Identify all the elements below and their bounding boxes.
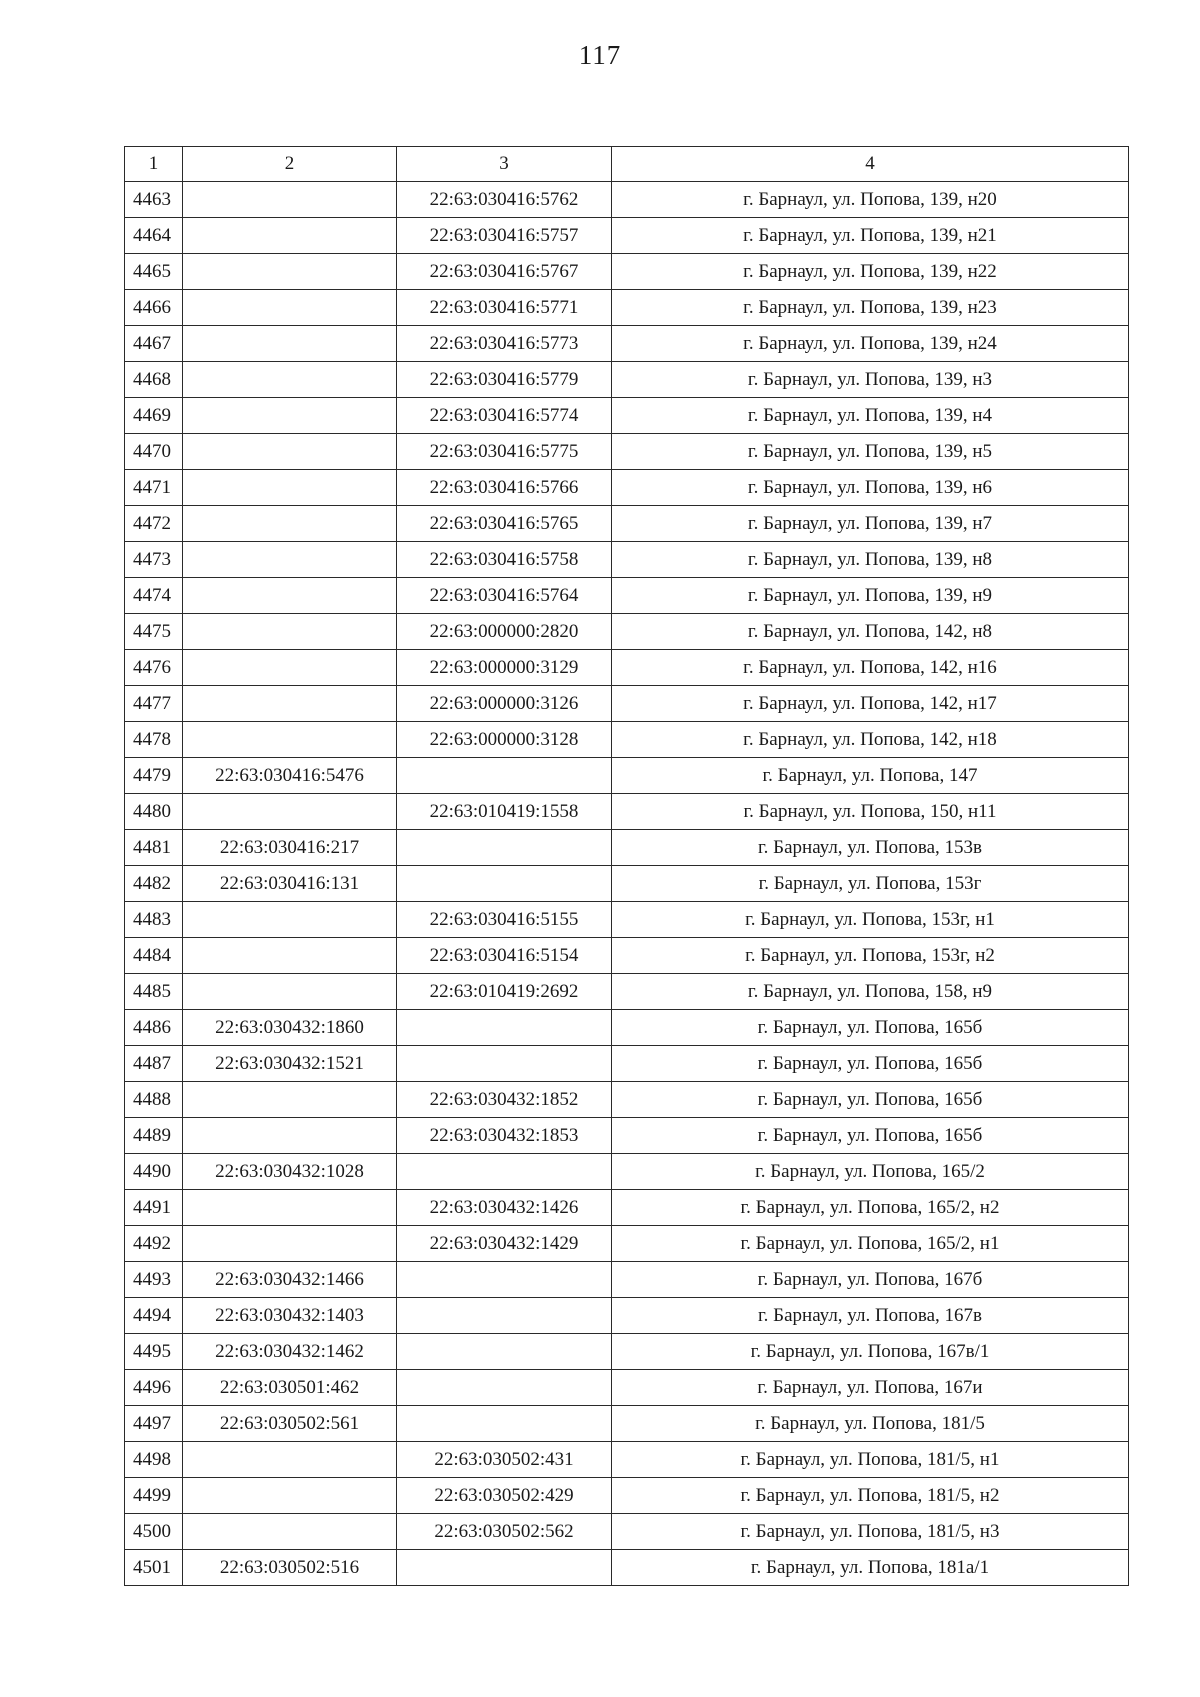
table-row <box>125 362 1129 398</box>
address-cell: г. Барнаул, ул. Попова, 165б <box>612 1010 1129 1046</box>
room-cadastral-number-cell <box>397 1298 612 1334</box>
row-number-cell: 4501 <box>125 1550 183 1586</box>
address-cell: г. Барнаул, ул. Попова, 142, н18 <box>612 722 1129 758</box>
cadastral-number-cell <box>183 362 397 398</box>
table-row <box>125 182 1129 218</box>
row-number-cell: 4491 <box>125 1190 183 1226</box>
room-cadastral-number-cell: 22:63:000000:3126 <box>397 686 612 722</box>
table-row <box>125 1010 1129 1046</box>
address-cell: г. Барнаул, ул. Попова, 142, н17 <box>612 686 1129 722</box>
room-cadastral-number-cell: 22:63:030432:1853 <box>397 1118 612 1154</box>
room-cadastral-number-cell: 22:63:010419:2692 <box>397 974 612 1010</box>
room-cadastral-number-cell: 22:63:030416:5779 <box>397 362 612 398</box>
table-row <box>125 254 1129 290</box>
cadastral-number-cell: 22:63:030502:516 <box>183 1550 397 1586</box>
cadastral-number-cell <box>183 650 397 686</box>
table-row <box>125 686 1129 722</box>
row-number-cell: 4469 <box>125 398 183 434</box>
table-row <box>125 1478 1129 1514</box>
row-number-cell: 4464 <box>125 218 183 254</box>
cadastral-number-cell: 22:63:030432:1403 <box>183 1298 397 1334</box>
cadastral-number-cell <box>183 1478 397 1514</box>
room-cadastral-number-cell <box>397 1262 612 1298</box>
table-row <box>125 1334 1129 1370</box>
room-cadastral-number-cell <box>397 1370 612 1406</box>
row-number-cell: 4490 <box>125 1154 183 1190</box>
address-cell: г. Барнаул, ул. Попова, 142, н8 <box>612 614 1129 650</box>
address-cell: г. Барнаул, ул. Попова, 181/5 <box>612 1406 1129 1442</box>
address-cell: г. Барнаул, ул. Попова, 165б <box>612 1046 1129 1082</box>
row-number-cell: 4487 <box>125 1046 183 1082</box>
table-row <box>125 902 1129 938</box>
address-cell: г. Барнаул, ул. Попова, 139, н22 <box>612 254 1129 290</box>
address-cell: г. Барнаул, ул. Попова, 167в/1 <box>612 1334 1129 1370</box>
room-cadastral-number-cell: 22:63:030432:1852 <box>397 1082 612 1118</box>
row-number-cell: 4470 <box>125 434 183 470</box>
address-cell: г. Барнаул, ул. Попова, 165б <box>612 1082 1129 1118</box>
cadastral-number-cell <box>183 254 397 290</box>
column-header-1: 1 <box>125 147 183 182</box>
row-number-cell: 4497 <box>125 1406 183 1442</box>
cadastral-number-cell <box>183 578 397 614</box>
cadastral-number-cell <box>183 434 397 470</box>
cadastral-number-cell <box>183 1514 397 1550</box>
cadastral-number-cell <box>183 506 397 542</box>
row-number-cell: 4486 <box>125 1010 183 1046</box>
table-row <box>125 542 1129 578</box>
row-number-cell: 4479 <box>125 758 183 794</box>
column-header-3: 3 <box>397 147 612 182</box>
row-number-cell: 4475 <box>125 614 183 650</box>
row-number-cell: 4476 <box>125 650 183 686</box>
cadastral-number-cell <box>183 398 397 434</box>
cadastral-number-cell: 22:63:030501:462 <box>183 1370 397 1406</box>
address-cell: г. Барнаул, ул. Попова, 139, н5 <box>612 434 1129 470</box>
address-cell: г. Барнаул, ул. Попова, 167б <box>612 1262 1129 1298</box>
table-row <box>125 866 1129 902</box>
cadastral-number-cell: 22:63:030416:5476 <box>183 758 397 794</box>
cadastral-number-cell: 22:63:030432:1028 <box>183 1154 397 1190</box>
room-cadastral-number-cell: 22:63:030416:5758 <box>397 542 612 578</box>
cadastral-number-cell: 22:63:030432:1466 <box>183 1262 397 1298</box>
room-cadastral-number-cell: 22:63:030502:429 <box>397 1478 612 1514</box>
room-cadastral-number-cell: 22:63:030416:5766 <box>397 470 612 506</box>
table-row <box>125 614 1129 650</box>
cadastral-number-cell <box>183 938 397 974</box>
room-cadastral-number-cell <box>397 866 612 902</box>
cadastral-number-cell: 22:63:030502:561 <box>183 1406 397 1442</box>
row-number-cell: 4471 <box>125 470 183 506</box>
address-cell: г. Барнаул, ул. Попова, 153в <box>612 830 1129 866</box>
address-cell: г. Барнаул, ул. Попова, 139, н3 <box>612 362 1129 398</box>
room-cadastral-number-cell: 22:63:030416:5767 <box>397 254 612 290</box>
room-cadastral-number-cell: 22:63:000000:2820 <box>397 614 612 650</box>
table-row <box>125 1082 1129 1118</box>
table-row <box>125 218 1129 254</box>
cadastral-number-cell: 22:63:030416:217 <box>183 830 397 866</box>
room-cadastral-number-cell: 22:63:030416:5775 <box>397 434 612 470</box>
row-number-cell: 4468 <box>125 362 183 398</box>
table-row <box>125 974 1129 1010</box>
room-cadastral-number-cell: 22:63:030416:5774 <box>397 398 612 434</box>
room-cadastral-number-cell: 22:63:030502:562 <box>397 1514 612 1550</box>
cadastral-number-cell <box>183 686 397 722</box>
address-cell: г. Барнаул, ул. Попова, 165/2 <box>612 1154 1129 1190</box>
row-number-cell: 4488 <box>125 1082 183 1118</box>
cadastral-number-cell <box>183 470 397 506</box>
address-cell: г. Барнаул, ул. Попова, 139, н23 <box>612 290 1129 326</box>
room-cadastral-number-cell <box>397 1010 612 1046</box>
address-cell: г. Барнаул, ул. Попова, 153г, н1 <box>612 902 1129 938</box>
address-cell: г. Барнаул, ул. Попова, 181а/1 <box>612 1550 1129 1586</box>
room-cadastral-number-cell <box>397 1154 612 1190</box>
address-cell: г. Барнаул, ул. Попова, 139, н21 <box>612 218 1129 254</box>
cadastral-number-cell <box>183 974 397 1010</box>
table-row <box>125 1046 1129 1082</box>
table-row <box>125 1514 1129 1550</box>
row-number-cell: 4480 <box>125 794 183 830</box>
page-number: 117 <box>578 40 622 70</box>
room-cadastral-number-cell: 22:63:030416:5771 <box>397 290 612 326</box>
address-cell: г. Барнаул, ул. Попова, 150, н11 <box>612 794 1129 830</box>
address-cell: г. Барнаул, ул. Попова, 165/2, н1 <box>612 1226 1129 1262</box>
address-cell: г. Барнаул, ул. Попова, 139, н8 <box>612 542 1129 578</box>
address-cell: г. Барнаул, ул. Попова, 167и <box>612 1370 1129 1406</box>
cadastral-number-cell: 22:63:030416:131 <box>183 866 397 902</box>
room-cadastral-number-cell <box>397 758 612 794</box>
row-number-cell: 4473 <box>125 542 183 578</box>
room-cadastral-number-cell: 22:63:030416:5757 <box>397 218 612 254</box>
cadastral-number-cell <box>183 218 397 254</box>
room-cadastral-number-cell: 22:63:030502:431 <box>397 1442 612 1478</box>
cadastral-number-cell <box>183 794 397 830</box>
table-row <box>125 650 1129 686</box>
table-row <box>125 1154 1129 1190</box>
row-number-cell: 4496 <box>125 1370 183 1406</box>
table-header-row <box>125 147 1129 182</box>
row-number-cell: 4482 <box>125 866 183 902</box>
cadastral-number-cell <box>183 1226 397 1262</box>
cadastral-number-cell <box>183 1082 397 1118</box>
row-number-cell: 4493 <box>125 1262 183 1298</box>
table-row <box>125 1550 1129 1586</box>
table-row <box>125 506 1129 542</box>
row-number-cell: 4499 <box>125 1478 183 1514</box>
row-number-cell: 4481 <box>125 830 183 866</box>
row-number-cell: 4465 <box>125 254 183 290</box>
cadastral-number-cell: 22:63:030432:1462 <box>183 1334 397 1370</box>
cadastral-number-cell <box>183 1442 397 1478</box>
table-row <box>125 1190 1129 1226</box>
column-header-2: 2 <box>183 147 397 182</box>
room-cadastral-number-cell: 22:63:010419:1558 <box>397 794 612 830</box>
row-number-cell: 4492 <box>125 1226 183 1262</box>
room-cadastral-number-cell: 22:63:030416:5762 <box>397 182 612 218</box>
cadastral-number-cell <box>183 722 397 758</box>
table-row <box>125 1370 1129 1406</box>
row-number-cell: 4483 <box>125 902 183 938</box>
address-cell: г. Барнаул, ул. Попова, 167в <box>612 1298 1129 1334</box>
cadastral-number-cell <box>183 326 397 362</box>
table-row <box>125 398 1129 434</box>
cadastral-number-cell <box>183 182 397 218</box>
table-row <box>125 434 1129 470</box>
table-body <box>125 182 1129 1586</box>
table-row <box>125 722 1129 758</box>
table-row <box>125 938 1129 974</box>
registry-table <box>124 146 1129 1586</box>
address-cell: г. Барнаул, ул. Попова, 165/2, н2 <box>612 1190 1129 1226</box>
row-number-cell: 4494 <box>125 1298 183 1334</box>
table-row <box>125 326 1129 362</box>
address-cell: г. Барнаул, ул. Попова, 181/5, н2 <box>612 1478 1129 1514</box>
room-cadastral-number-cell: 22:63:000000:3128 <box>397 722 612 758</box>
table-row <box>125 290 1129 326</box>
row-number-cell: 4478 <box>125 722 183 758</box>
room-cadastral-number-cell: 22:63:030416:5765 <box>397 506 612 542</box>
cadastral-number-cell: 22:63:030432:1521 <box>183 1046 397 1082</box>
room-cadastral-number-cell <box>397 1334 612 1370</box>
table-row <box>125 1298 1129 1334</box>
table-row <box>125 758 1129 794</box>
room-cadastral-number-cell: 22:63:030416:5773 <box>397 326 612 362</box>
row-number-cell: 4474 <box>125 578 183 614</box>
room-cadastral-number-cell: 22:63:030416:5155 <box>397 902 612 938</box>
room-cadastral-number-cell <box>397 1550 612 1586</box>
address-cell: г. Барнаул, ул. Попова, 153г <box>612 866 1129 902</box>
table-row <box>125 1406 1129 1442</box>
row-number-cell: 4463 <box>125 182 183 218</box>
room-cadastral-number-cell <box>397 1046 612 1082</box>
address-cell: г. Барнаул, ул. Попова, 139, н20 <box>612 182 1129 218</box>
address-cell: г. Барнаул, ул. Попова, 142, н16 <box>612 650 1129 686</box>
room-cadastral-number-cell: 22:63:030432:1426 <box>397 1190 612 1226</box>
table-row <box>125 1118 1129 1154</box>
cadastral-number-cell: 22:63:030432:1860 <box>183 1010 397 1046</box>
row-number-cell: 4500 <box>125 1514 183 1550</box>
cadastral-number-cell <box>183 1118 397 1154</box>
row-number-cell: 4466 <box>125 290 183 326</box>
address-cell: г. Барнаул, ул. Попова, 139, н4 <box>612 398 1129 434</box>
address-cell: г. Барнаул, ул. Попова, 153г, н2 <box>612 938 1129 974</box>
address-cell: г. Барнаул, ул. Попова, 139, н6 <box>612 470 1129 506</box>
cadastral-number-cell <box>183 290 397 326</box>
table-row <box>125 1442 1129 1478</box>
row-number-cell: 4495 <box>125 1334 183 1370</box>
table-row <box>125 1262 1129 1298</box>
room-cadastral-number-cell <box>397 1406 612 1442</box>
row-number-cell: 4477 <box>125 686 183 722</box>
cadastral-number-cell <box>183 542 397 578</box>
row-number-cell: 4484 <box>125 938 183 974</box>
row-number-cell: 4467 <box>125 326 183 362</box>
address-cell: г. Барнаул, ул. Попова, 139, н7 <box>612 506 1129 542</box>
address-cell: г. Барнаул, ул. Попова, 181/5, н3 <box>612 1514 1129 1550</box>
cadastral-number-cell <box>183 902 397 938</box>
row-number-cell: 4472 <box>125 506 183 542</box>
address-cell: г. Барнаул, ул. Попова, 147 <box>612 758 1129 794</box>
room-cadastral-number-cell: 22:63:030432:1429 <box>397 1226 612 1262</box>
address-cell: г. Барнаул, ул. Попова, 139, н24 <box>612 326 1129 362</box>
address-cell: г. Барнаул, ул. Попова, 181/5, н1 <box>612 1442 1129 1478</box>
table-row <box>125 470 1129 506</box>
address-cell: г. Барнаул, ул. Попова, 139, н9 <box>612 578 1129 614</box>
row-number-cell: 4485 <box>125 974 183 1010</box>
table-row <box>125 830 1129 866</box>
address-cell: г. Барнаул, ул. Попова, 165б <box>612 1118 1129 1154</box>
table-row <box>125 578 1129 614</box>
room-cadastral-number-cell: 22:63:030416:5154 <box>397 938 612 974</box>
column-header-4: 4 <box>612 147 1129 182</box>
cadastral-number-cell <box>183 1190 397 1226</box>
room-cadastral-number-cell: 22:63:030416:5764 <box>397 578 612 614</box>
address-cell: г. Барнаул, ул. Попова, 158, н9 <box>612 974 1129 1010</box>
cadastral-number-cell <box>183 614 397 650</box>
room-cadastral-number-cell <box>397 830 612 866</box>
row-number-cell: 4498 <box>125 1442 183 1478</box>
table-row <box>125 794 1129 830</box>
room-cadastral-number-cell: 22:63:000000:3129 <box>397 650 612 686</box>
row-number-cell: 4489 <box>125 1118 183 1154</box>
table-row <box>125 1226 1129 1262</box>
